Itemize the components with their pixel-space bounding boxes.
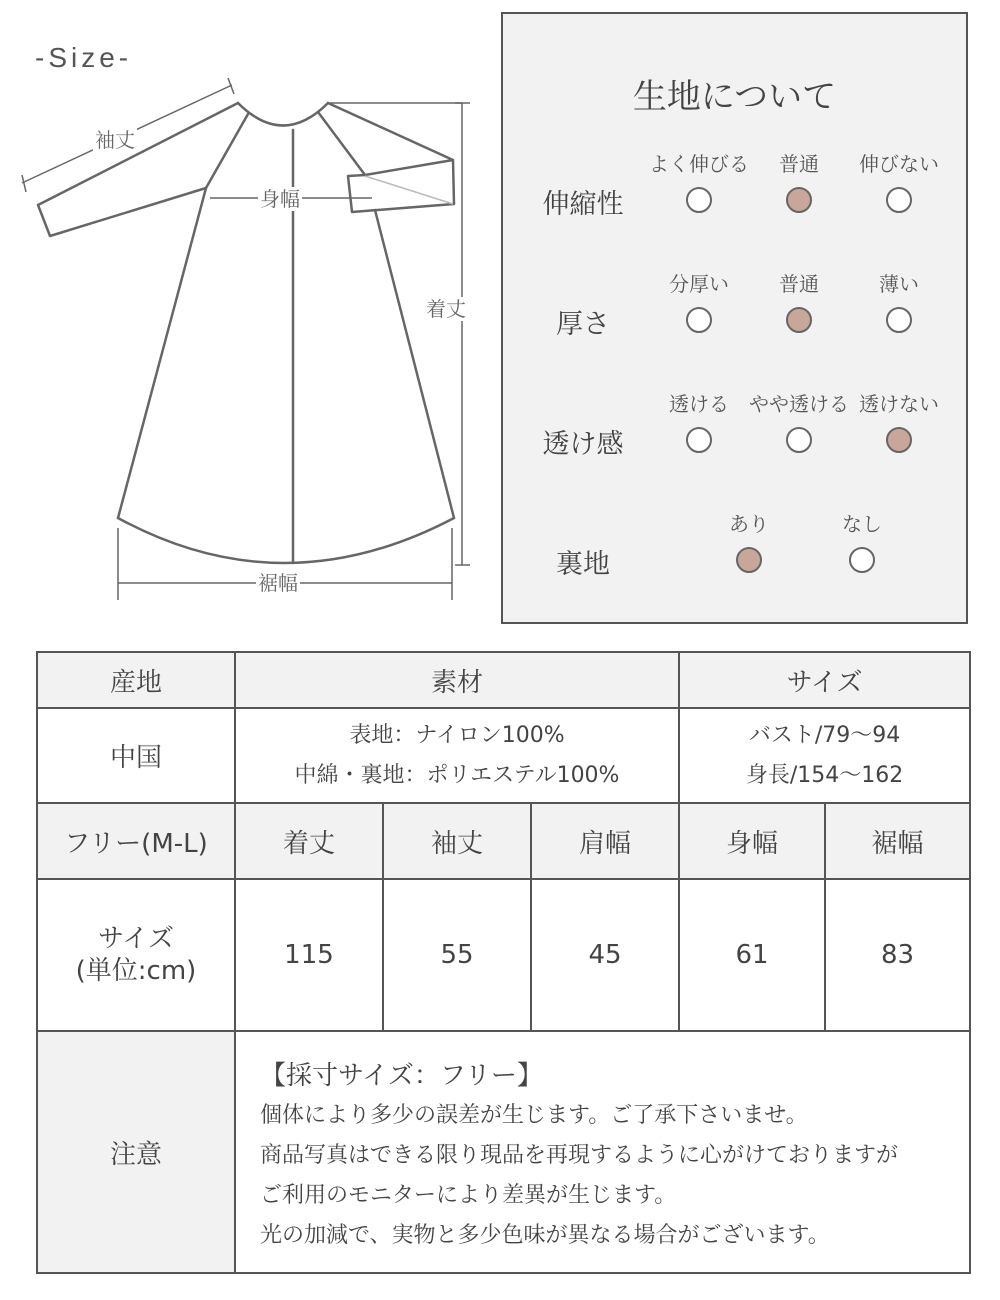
lining-option-no: なし (842, 512, 882, 536)
stretch-option-none: 伸びない (859, 152, 939, 176)
origin-value: 中国 (37, 708, 235, 803)
sheerness-label: 透け感 (542, 429, 624, 460)
measure-header-row (37, 803, 970, 879)
thickness-label: 厚さ (556, 309, 610, 340)
fabric-panel (501, 12, 968, 624)
origin-header: 産地 (37, 652, 235, 708)
measure-value-sleeve: 55 (383, 879, 531, 1031)
hem-width-label: 裾幅 (258, 571, 298, 595)
length-dimension (455, 103, 470, 565)
note-line-4: 光の加減で、実物と多少色味が異なる場合がございます。 (260, 1223, 830, 1248)
right-raglan-seam (318, 112, 365, 175)
spec-header-row (37, 652, 970, 708)
size-value (679, 708, 970, 803)
left-sleeve (38, 103, 238, 236)
measure-header-hem: 裾幅 (825, 803, 970, 879)
note-content (235, 1031, 970, 1273)
size-header: サイズ (679, 652, 970, 708)
measure-header-length: 着丈 (235, 803, 383, 879)
measure-value-shoulder: 45 (531, 879, 679, 1031)
sheerness-option-slightly: やや透ける (749, 392, 849, 416)
measure-header-body: 身幅 (679, 803, 825, 879)
total-length-label: 着丈 (426, 297, 466, 321)
sheerness-circle-not-selected (886, 427, 912, 453)
thickness-option-thin: 薄い (879, 272, 919, 296)
material-line-inner: 中綿・裏地：ポリエステル100% (294, 762, 620, 788)
stretch-circle-none (886, 187, 912, 213)
spec-info-row (37, 708, 970, 803)
body-left-side (118, 188, 206, 518)
lining-circle-yes-selected (736, 547, 762, 573)
measure-value-row (37, 879, 970, 1031)
thickness-option-normal: 普通 (779, 272, 819, 296)
body-right-side (375, 210, 454, 518)
stretch-option-normal: 普通 (779, 152, 819, 176)
measure-value-length: 115 (235, 879, 383, 1031)
thickness-circle-thick (686, 307, 712, 333)
left-raglan-seam (206, 114, 248, 188)
fabric-title: 生地について (632, 77, 837, 117)
hem (118, 518, 454, 563)
size-line-bust: バスト/79〜94 (748, 722, 901, 748)
lining-option-yes: あり (729, 512, 769, 536)
note-line-heading: 【採寸サイズ：フリー】 (260, 1061, 543, 1091)
size-title: -Size- (35, 42, 133, 73)
sleeve-length-label: 袖丈 (95, 128, 135, 152)
measure-header-sleeve: 袖丈 (383, 803, 531, 879)
body-width-label: 身幅 (260, 187, 300, 211)
stretch-label: 伸縮性 (542, 189, 624, 220)
thickness-circle-thin (886, 307, 912, 333)
sheerness-circle-sheer (686, 427, 712, 453)
spec-table (36, 651, 971, 1274)
lining-circle-no (849, 547, 875, 573)
note-label: 注意 (37, 1031, 235, 1273)
sheerness-option-sheer: 透ける (669, 392, 729, 416)
measure-header-shoulder: 肩幅 (531, 803, 679, 879)
sheerness-option-not: 透けない (859, 392, 939, 416)
thickness-circle-normal-selected (786, 307, 812, 333)
stretch-circle-normal-selected (786, 187, 812, 213)
thickness-option-thick: 分厚い (669, 272, 729, 296)
size-line-height: 身長/154〜162 (745, 762, 904, 788)
right-sleeve (328, 103, 454, 212)
size-unit-line-2: (単位:cm) (75, 956, 197, 986)
note-line-1: 個体により多少の誤差が生じます。ご了承下さいませ。 (260, 1103, 808, 1128)
material-value (235, 708, 679, 803)
neckline (238, 103, 328, 126)
stretch-circle-high (686, 187, 712, 213)
measure-value-body: 61 (679, 879, 825, 1031)
stretch-option-high: よく伸びる (649, 152, 749, 176)
material-header: 素材 (235, 652, 679, 708)
free-size-label: フリー(M-L) (37, 803, 235, 879)
note-line-3: ご利用のモニターにより差異が生じます。 (260, 1183, 677, 1208)
sheerness-circle-slightly (786, 427, 812, 453)
material-line-outer: 表地：ナイロン100% (349, 722, 565, 748)
note-line-2: 商品写真はできる限り現品を再現するように心がけておりますが (260, 1143, 899, 1168)
lining-label: 裏地 (556, 549, 610, 580)
size-unit-line-1: サイズ (98, 924, 174, 954)
note-row (37, 1031, 970, 1273)
measure-value-hem: 83 (825, 879, 970, 1031)
size-unit-label (37, 879, 235, 1031)
